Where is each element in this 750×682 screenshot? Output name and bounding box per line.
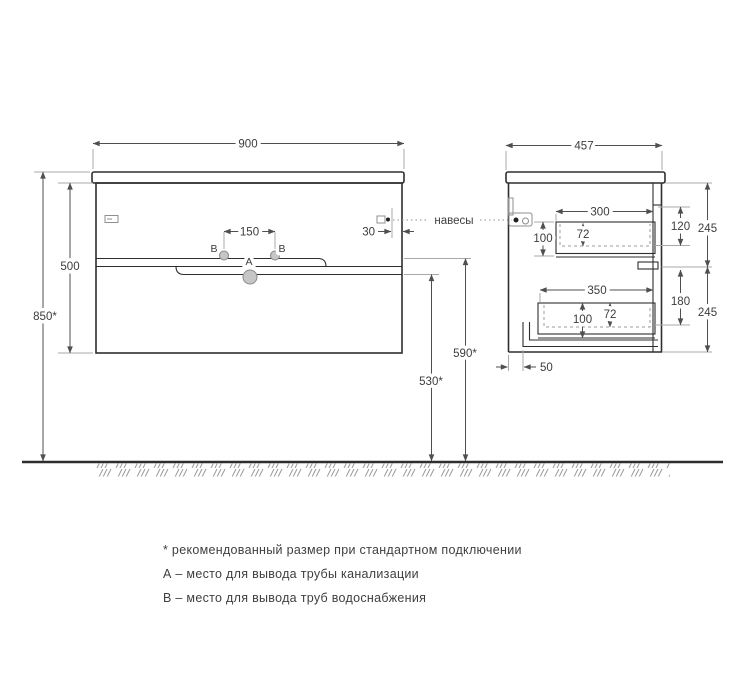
dimension-30 (362, 208, 414, 239)
dimension-500 (58, 183, 93, 353)
side-right-extension-lines (655, 183, 712, 352)
dim-500-label: 500 (60, 261, 80, 273)
dimension-100-bottom (573, 303, 592, 338)
dim-72-top-label: 72 (576, 229, 590, 241)
dimension-850 (33, 172, 90, 461)
dimension-245-bottom (698, 267, 717, 352)
ground-hatching (95, 464, 670, 477)
dim-245-bottom-label: 245 (697, 307, 718, 319)
dimension-180 (671, 270, 690, 325)
front-view (92, 172, 404, 353)
side-hanger-screw (514, 218, 519, 223)
dim-457-label: 457 (574, 140, 594, 153)
dim-900-label: 900 (238, 138, 258, 151)
side-countertop (506, 172, 665, 183)
side-top-drawer-box (556, 222, 655, 254)
dim-72-bottom-label: 72 (603, 309, 617, 321)
dim-300-label: 300 (590, 206, 610, 219)
dimension-530 (404, 275, 443, 462)
note-recommended-size: * рекомендованный размер при стандартном подключении (163, 543, 522, 557)
dim-120-label: 120 (670, 221, 691, 233)
side-bottom-drawer-inner-dashed (544, 305, 650, 327)
drain-outlet-hole (243, 270, 257, 284)
side-top-drawer-inner-dashed (560, 224, 650, 246)
front-top-drawer-handle-line (96, 259, 326, 267)
label-b-right: B (278, 243, 286, 255)
dimension-150 (224, 227, 275, 250)
label-a: A (245, 256, 253, 268)
front-right-hanger-screw (386, 218, 390, 222)
note-b-water: В – место для вывода труб водоснабжения (163, 591, 427, 605)
side-plumbing-notch-inner (530, 322, 659, 340)
dimension-72-bottom (604, 303, 617, 327)
dim-245-top-label: 245 (697, 223, 718, 235)
front-countertop (92, 172, 404, 183)
front-cabinet-body (96, 183, 402, 353)
side-bottom-drawer-box (538, 303, 655, 334)
dim-350-label: 350 (587, 285, 607, 297)
dim-50-label: 50 (540, 362, 553, 374)
dimension-120 (671, 207, 690, 246)
dimension-350 (540, 285, 653, 302)
dimension-72-top (577, 224, 590, 247)
dimension-590 (404, 259, 477, 462)
dim-100-top-label: 100 (533, 233, 553, 245)
dimension-100-top (533, 222, 554, 256)
front-right-hanger-icon (377, 216, 385, 223)
dimension-457 (506, 141, 662, 171)
hangers-callout (393, 215, 512, 227)
note-a-drain: А – место для вывода трубы канализации (163, 567, 419, 581)
dimension-900 (93, 139, 404, 170)
dim-30-label: 30 (362, 226, 375, 239)
water-outlet-hole-left (220, 251, 229, 260)
dim-180-label: 180 (670, 296, 691, 308)
dimension-50 (496, 350, 553, 374)
dim-530-label: 530* (419, 376, 443, 388)
front-bottom-drawer-handle-line (176, 267, 402, 275)
dim-100-bottom-label: 100 (572, 314, 593, 326)
hangers-label: навесы (434, 215, 474, 227)
side-drawer-bracket (638, 262, 658, 269)
dim-850-label: 850* (33, 311, 57, 323)
dimension-245-top (698, 183, 717, 267)
ground (22, 462, 723, 477)
label-b-left: B (210, 243, 218, 255)
side-hanger-hole (523, 218, 529, 224)
notes (163, 543, 522, 605)
dimension-300 (556, 207, 653, 222)
dim-150-label: 150 (239, 226, 260, 239)
dim-590-label: 590* (453, 348, 477, 360)
